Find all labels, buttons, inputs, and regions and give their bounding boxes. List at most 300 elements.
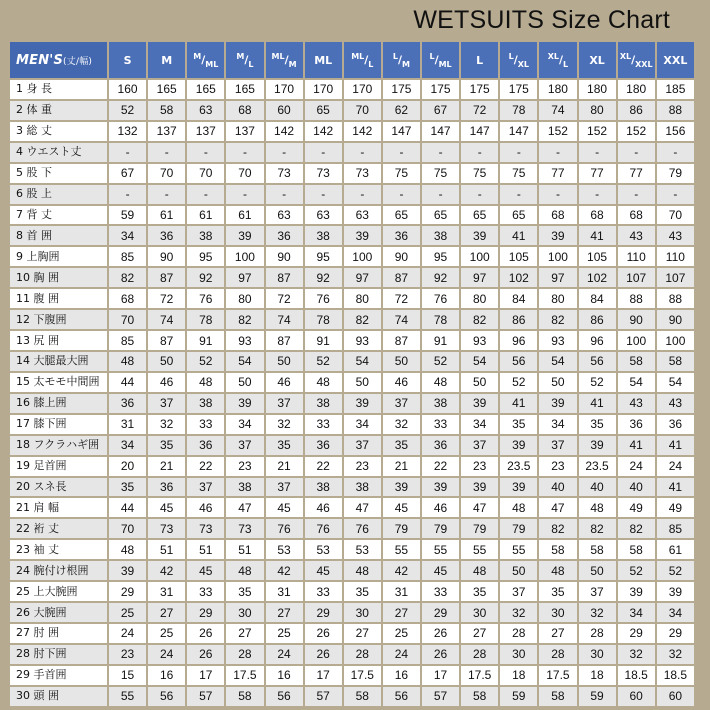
table-row xyxy=(10,687,694,706)
size-header-numerator: M xyxy=(236,51,245,61)
table-cell: 105 xyxy=(500,247,537,266)
table-cell: 57 xyxy=(422,687,459,706)
table-cell: 54 xyxy=(344,352,381,371)
table-cell: 68 xyxy=(226,101,263,120)
table-cell: 36 xyxy=(187,436,224,455)
table-cell: 36 xyxy=(305,436,342,455)
table-cell: 46 xyxy=(266,373,303,392)
table-cell: 60 xyxy=(266,101,303,120)
table-cell: 50 xyxy=(344,373,381,392)
table-cell: 97 xyxy=(226,268,263,287)
table-cell: 45 xyxy=(422,561,459,580)
table-cell: 170 xyxy=(305,80,342,99)
table-cell: 22 xyxy=(187,457,224,476)
table-cell: 91 xyxy=(187,331,224,350)
table-cell: 54 xyxy=(539,352,576,371)
table-cell: 67 xyxy=(109,164,146,183)
table-cell: 35 xyxy=(579,415,616,434)
table-cell: 56 xyxy=(383,687,420,706)
table-cell: 49 xyxy=(618,498,655,517)
table-cell: 77 xyxy=(539,164,576,183)
row-label: 28 肘下囲 xyxy=(10,645,107,664)
table-cell: 93 xyxy=(539,331,576,350)
table-cell: 27 xyxy=(148,603,185,622)
table-cell: 53 xyxy=(305,540,342,559)
table-cell: 90 xyxy=(148,247,185,266)
table-cell: 23 xyxy=(109,645,146,664)
table-cell: 77 xyxy=(618,164,655,183)
table-cell: 54 xyxy=(618,373,655,392)
table-cell: 86 xyxy=(579,310,616,329)
table-cell: 67 xyxy=(422,101,459,120)
table-cell: - xyxy=(226,185,263,204)
table-cell: 35 xyxy=(500,415,537,434)
table-cell: 60 xyxy=(618,687,655,706)
table-cell: 44 xyxy=(109,373,146,392)
row-label: 5 股 下 xyxy=(10,164,107,183)
size-header-cell xyxy=(148,42,185,78)
table-cell: 37 xyxy=(148,394,185,413)
table-cell: 23.5 xyxy=(579,457,616,476)
size-header-cell xyxy=(461,42,498,78)
table-cell: 91 xyxy=(305,331,342,350)
size-header-slash: / xyxy=(364,53,369,67)
table-cell: 105 xyxy=(579,247,616,266)
table-cell: 37 xyxy=(539,436,576,455)
table-cell: - xyxy=(618,143,655,162)
table-cell: 91 xyxy=(422,331,459,350)
table-cell: 68 xyxy=(618,206,655,225)
table-cell: 48 xyxy=(109,352,146,371)
row-label: 17 膝下囲 xyxy=(10,415,107,434)
table-row xyxy=(10,143,694,162)
table-cell: 28 xyxy=(539,645,576,664)
table-cell: 180 xyxy=(618,80,655,99)
table-cell: 30 xyxy=(500,645,537,664)
table-cell: - xyxy=(383,185,420,204)
table-cell: 76 xyxy=(344,519,381,538)
table-cell: 31 xyxy=(148,582,185,601)
table-cell: 35 xyxy=(226,582,263,601)
table-cell: 52 xyxy=(500,373,537,392)
table-cell: 76 xyxy=(422,289,459,308)
table-cell: 32 xyxy=(148,415,185,434)
table-cell: 93 xyxy=(461,331,498,350)
row-label: 19 足首囲 xyxy=(10,457,107,476)
table-cell: 54 xyxy=(461,352,498,371)
table-cell: - xyxy=(109,143,146,162)
table-cell: 18 xyxy=(579,666,616,685)
size-header-numerator: L xyxy=(508,51,514,61)
table-cell: - xyxy=(148,143,185,162)
table-cell: 26 xyxy=(187,624,224,643)
table-cell: - xyxy=(422,185,459,204)
table-cell: 37 xyxy=(461,436,498,455)
table-cell: - xyxy=(422,143,459,162)
table-cell: 37 xyxy=(226,436,263,455)
table-cell: 100 xyxy=(226,247,263,266)
table-cell: 87 xyxy=(266,331,303,350)
table-cell: 97 xyxy=(344,268,381,287)
table-cell: 137 xyxy=(226,122,263,141)
table-cell: 38 xyxy=(305,226,342,245)
table-cell: 45 xyxy=(266,498,303,517)
table-cell: 132 xyxy=(109,122,146,141)
table-cell: 61 xyxy=(226,206,263,225)
table-cell: 32 xyxy=(383,415,420,434)
table-row xyxy=(10,247,694,266)
table-cell: 47 xyxy=(226,498,263,517)
table-cell: 63 xyxy=(344,206,381,225)
table-cell: 90 xyxy=(383,247,420,266)
table-row xyxy=(10,185,694,204)
table-cell: 76 xyxy=(305,519,342,538)
row-label: 21 肩 幅 xyxy=(10,498,107,517)
table-cell: 38 xyxy=(305,394,342,413)
size-header-cell xyxy=(657,42,694,78)
table-cell: 37 xyxy=(344,436,381,455)
table-cell: 48 xyxy=(344,561,381,580)
table-cell: 41 xyxy=(500,226,537,245)
table-cell: 137 xyxy=(148,122,185,141)
table-cell: 142 xyxy=(305,122,342,141)
table-cell: 45 xyxy=(305,561,342,580)
row-label: 24 腕付け根囲 xyxy=(10,561,107,580)
table-cell: 73 xyxy=(187,519,224,538)
table-cell: - xyxy=(539,185,576,204)
table-row xyxy=(10,540,694,559)
table-cell: 36 xyxy=(422,436,459,455)
table-cell: 34 xyxy=(226,415,263,434)
table-cell: 16 xyxy=(148,666,185,685)
table-cell: 75 xyxy=(461,164,498,183)
table-cell: 175 xyxy=(500,80,537,99)
row-label: 12 下腹囲 xyxy=(10,310,107,329)
size-header-label: XXL xyxy=(663,53,688,67)
table-row xyxy=(10,415,694,434)
table-cell: 72 xyxy=(383,289,420,308)
table-cell: - xyxy=(657,143,694,162)
table-cell: 39 xyxy=(383,478,420,497)
table-cell: 95 xyxy=(187,247,224,266)
table-cell: 35 xyxy=(344,582,381,601)
table-cell: 15 xyxy=(109,666,146,685)
table-cell: 29 xyxy=(109,582,146,601)
table-cell: 35 xyxy=(383,436,420,455)
table-cell: 31 xyxy=(266,582,303,601)
table-cell: 45 xyxy=(148,498,185,517)
table-cell: - xyxy=(461,185,498,204)
row-label: 6 股 上 xyxy=(10,185,107,204)
table-cell: 36 xyxy=(148,478,185,497)
table-cell: 82 xyxy=(344,310,381,329)
table-cell: 25 xyxy=(266,624,303,643)
table-cell: 73 xyxy=(344,164,381,183)
table-cell: 24 xyxy=(657,457,694,476)
table-cell: 40 xyxy=(618,478,655,497)
size-header-slash: / xyxy=(244,53,249,67)
table-cell: 39 xyxy=(344,226,381,245)
table-cell: 36 xyxy=(148,226,185,245)
table-cell: 39 xyxy=(657,582,694,601)
table-cell: 24 xyxy=(383,645,420,664)
table-cell: 147 xyxy=(422,122,459,141)
table-cell: 90 xyxy=(266,247,303,266)
table-cell: 39 xyxy=(500,478,537,497)
table-row xyxy=(10,101,694,120)
table-cell: 37 xyxy=(500,582,537,601)
table-cell: 87 xyxy=(266,268,303,287)
table-row xyxy=(10,561,694,580)
table-cell: 52 xyxy=(579,373,616,392)
table-cell: 34 xyxy=(109,226,146,245)
table-cell: 57 xyxy=(305,687,342,706)
table-cell: 142 xyxy=(344,122,381,141)
table-cell: 56 xyxy=(266,687,303,706)
row-label: 3 総 丈 xyxy=(10,122,107,141)
table-cell: 35 xyxy=(461,582,498,601)
table-cell: 70 xyxy=(109,310,146,329)
table-cell: 31 xyxy=(109,415,146,434)
table-cell: 165 xyxy=(148,80,185,99)
table-cell: 70 xyxy=(109,519,146,538)
table-cell: 107 xyxy=(618,268,655,287)
corner-header xyxy=(10,42,107,78)
table-cell: 21 xyxy=(148,457,185,476)
table-cell: 70 xyxy=(187,164,224,183)
table-cell: 137 xyxy=(187,122,224,141)
size-header-cell xyxy=(579,42,616,78)
table-cell: 72 xyxy=(148,289,185,308)
table-cell: 57 xyxy=(187,687,224,706)
table-cell: 87 xyxy=(383,331,420,350)
size-header-cell xyxy=(109,42,146,78)
table-cell: 51 xyxy=(148,540,185,559)
table-cell: 50 xyxy=(383,352,420,371)
table-cell: 68 xyxy=(579,206,616,225)
table-cell: 65 xyxy=(461,206,498,225)
table-cell: 40 xyxy=(539,478,576,497)
table-cell: 110 xyxy=(618,247,655,266)
table-cell: 22 xyxy=(305,457,342,476)
table-cell: 18.5 xyxy=(657,666,694,685)
table-cell: 82 xyxy=(109,268,146,287)
table-cell: 27 xyxy=(461,624,498,643)
table-cell: 74 xyxy=(266,310,303,329)
table-cell: 30 xyxy=(539,603,576,622)
table-cell: 82 xyxy=(226,310,263,329)
table-cell: 152 xyxy=(579,122,616,141)
table-cell: 48 xyxy=(187,373,224,392)
table-cell: 79 xyxy=(461,519,498,538)
table-cell: 147 xyxy=(500,122,537,141)
size-header-slash: / xyxy=(201,53,206,67)
table-cell: 48 xyxy=(109,540,146,559)
row-label: 1 身 長 xyxy=(10,80,107,99)
size-header-cell xyxy=(305,42,342,78)
row-label: 9 上胸囲 xyxy=(10,247,107,266)
table-cell: - xyxy=(579,143,616,162)
table-cell: 30 xyxy=(226,603,263,622)
table-cell: 39 xyxy=(539,226,576,245)
table-cell: 50 xyxy=(579,561,616,580)
table-cell: - xyxy=(618,185,655,204)
table-cell: - xyxy=(187,185,224,204)
table-cell: 27 xyxy=(226,624,263,643)
table-cell: 34 xyxy=(461,415,498,434)
table-cell: 20 xyxy=(109,457,146,476)
table-cell: 34 xyxy=(539,415,576,434)
size-header-label: ML xyxy=(314,53,333,67)
table-cell: 29 xyxy=(305,603,342,622)
table-cell: 63 xyxy=(266,206,303,225)
size-header-denominator: L xyxy=(563,59,569,69)
table-cell: 100 xyxy=(657,331,694,350)
table-cell: 41 xyxy=(618,436,655,455)
table-cell: 47 xyxy=(461,498,498,517)
table-cell: 55 xyxy=(500,540,537,559)
size-header-numerator: ML xyxy=(271,51,285,61)
table-cell: 52 xyxy=(618,561,655,580)
row-label: 27 肘 囲 xyxy=(10,624,107,643)
table-cell: 26 xyxy=(305,645,342,664)
table-cell: 152 xyxy=(618,122,655,141)
table-cell: 37 xyxy=(266,394,303,413)
table-cell: 37 xyxy=(187,478,224,497)
table-cell: 29 xyxy=(187,603,224,622)
table-cell: 25 xyxy=(383,624,420,643)
row-label: 18 フクラハギ囲 xyxy=(10,436,107,455)
row-label: 30 頭 囲 xyxy=(10,687,107,706)
size-header-denominator: M xyxy=(288,59,297,69)
table-cell: 31 xyxy=(383,582,420,601)
table-cell: 90 xyxy=(618,310,655,329)
table-row xyxy=(10,498,694,517)
table-cell: 48 xyxy=(500,498,537,517)
table-cell: 142 xyxy=(266,122,303,141)
table-cell: 39 xyxy=(109,561,146,580)
table-cell: 82 xyxy=(539,519,576,538)
table-row xyxy=(10,310,694,329)
table-cell: 50 xyxy=(226,373,263,392)
table-cell: - xyxy=(187,143,224,162)
table-cell: 75 xyxy=(422,164,459,183)
size-header-numerator: ML xyxy=(351,51,365,61)
table-cell: - xyxy=(657,185,694,204)
table-cell: 38 xyxy=(226,478,263,497)
table-cell: 39 xyxy=(226,394,263,413)
size-header-cell xyxy=(226,42,263,78)
table-cell: 32 xyxy=(618,645,655,664)
table-cell: 68 xyxy=(109,289,146,308)
table-cell: 22 xyxy=(422,457,459,476)
table-cell: 75 xyxy=(500,164,537,183)
table-cell: 61 xyxy=(657,540,694,559)
table-cell: 78 xyxy=(187,310,224,329)
table-cell: 34 xyxy=(344,415,381,434)
table-cell: 82 xyxy=(539,310,576,329)
table-cell: 61 xyxy=(148,206,185,225)
table-cell: 21 xyxy=(383,457,420,476)
table-cell: 97 xyxy=(539,268,576,287)
table-cell: 82 xyxy=(461,310,498,329)
table-cell: 28 xyxy=(344,645,381,664)
table-cell: 38 xyxy=(422,394,459,413)
table-cell: - xyxy=(148,185,185,204)
table-cell: - xyxy=(383,143,420,162)
table-cell: 73 xyxy=(266,164,303,183)
table-cell: 29 xyxy=(618,624,655,643)
table-cell: 47 xyxy=(344,498,381,517)
table-cell: 63 xyxy=(187,101,224,120)
table-cell: 23 xyxy=(461,457,498,476)
table-cell: 32 xyxy=(266,415,303,434)
table-cell: 75 xyxy=(383,164,420,183)
table-cell: 39 xyxy=(539,394,576,413)
row-label: 8 首 囲 xyxy=(10,226,107,245)
table-cell: 55 xyxy=(383,540,420,559)
table-cell: - xyxy=(305,143,342,162)
table-cell: 156 xyxy=(657,122,694,141)
size-header-slash: / xyxy=(284,53,289,67)
table-cell: 39 xyxy=(579,436,616,455)
size-header-cell xyxy=(344,42,381,78)
table-cell: - xyxy=(500,185,537,204)
table-cell: 33 xyxy=(305,415,342,434)
table-cell: 84 xyxy=(579,289,616,308)
table-cell: 32 xyxy=(657,645,694,664)
size-header-denominator: L xyxy=(368,59,374,69)
table-cell: 73 xyxy=(305,164,342,183)
row-label: 16 膝上囲 xyxy=(10,394,107,413)
table-cell: 96 xyxy=(579,331,616,350)
table-cell: 37 xyxy=(383,394,420,413)
row-label: 13 尻 囲 xyxy=(10,331,107,350)
table-cell: 93 xyxy=(344,331,381,350)
table-cell: 72 xyxy=(461,101,498,120)
size-header-slash: / xyxy=(559,53,564,67)
table-cell: 23 xyxy=(344,457,381,476)
size-header-numerator: M xyxy=(193,51,202,61)
table-cell: 90 xyxy=(657,310,694,329)
table-cell: 33 xyxy=(305,582,342,601)
table-body xyxy=(10,80,694,706)
table-cell: 52 xyxy=(305,352,342,371)
size-header-numerator: L xyxy=(429,51,435,61)
table-cell: 87 xyxy=(148,331,185,350)
table-cell: 28 xyxy=(461,645,498,664)
table-cell: 45 xyxy=(383,498,420,517)
table-cell: 21 xyxy=(266,457,303,476)
size-header-slash: / xyxy=(397,53,403,67)
table-cell: 30 xyxy=(461,603,498,622)
table-cell: 55 xyxy=(461,540,498,559)
table-cell: 41 xyxy=(579,226,616,245)
table-cell: 180 xyxy=(579,80,616,99)
corner-sub-label: (丈/幅) xyxy=(63,56,93,67)
table-row xyxy=(10,268,694,287)
table-cell: 79 xyxy=(422,519,459,538)
table-cell: 36 xyxy=(266,226,303,245)
table-cell: 23 xyxy=(539,457,576,476)
table-cell: 24 xyxy=(148,645,185,664)
size-header-cell xyxy=(539,42,576,78)
table-cell: 35 xyxy=(109,478,146,497)
table-cell: 102 xyxy=(500,268,537,287)
table-cell: 58 xyxy=(461,687,498,706)
table-cell: 25 xyxy=(109,603,146,622)
size-header-cell xyxy=(422,42,459,78)
